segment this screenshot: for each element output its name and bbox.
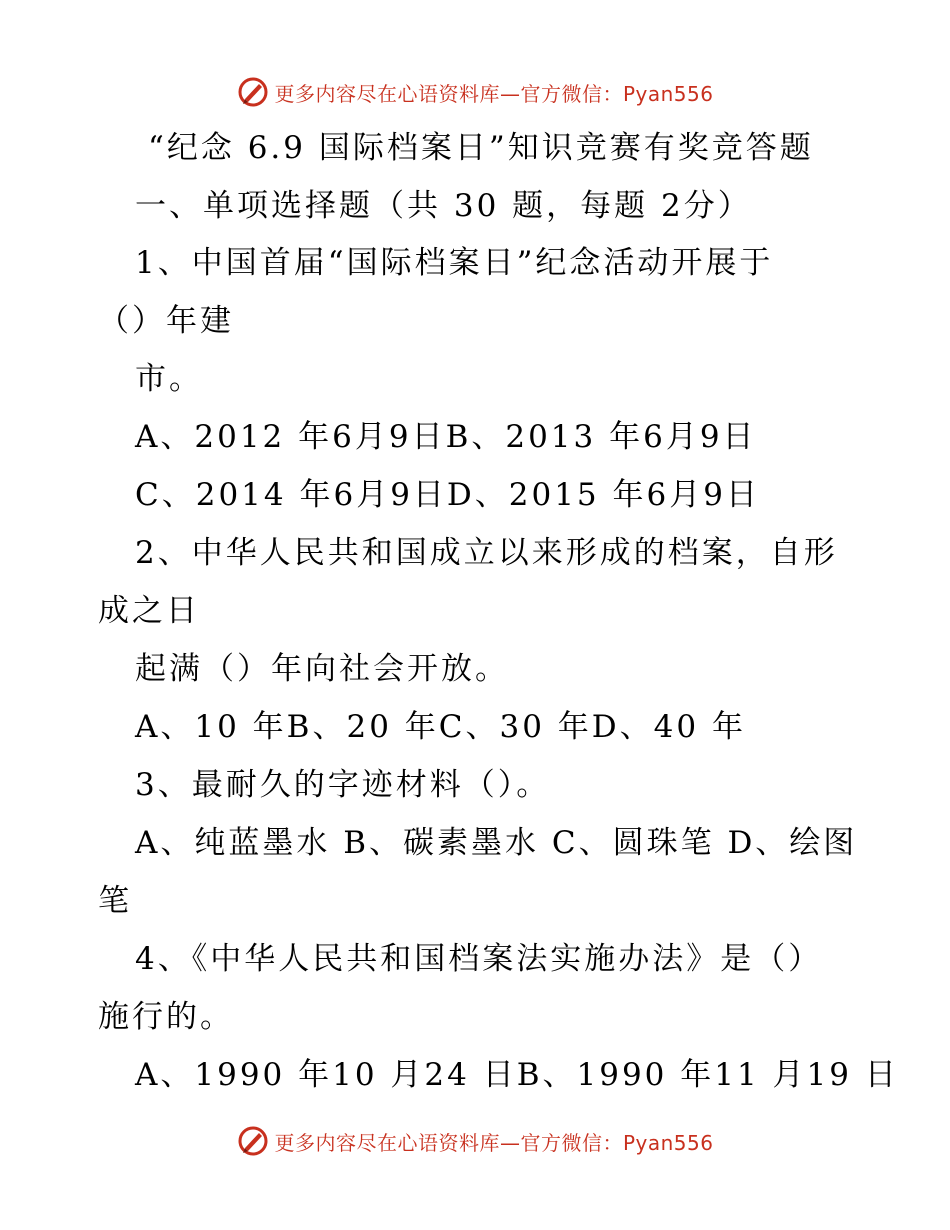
section-heading: 一、单项选择题（共 30 题，每题 2分） <box>135 188 752 224</box>
watermark-banner-bottom <box>0 1121 950 1161</box>
question-2-text-cont: 起满（）年向社会开放。 <box>135 651 509 687</box>
question-4-text-cont: 施行的。 <box>98 999 234 1035</box>
watermark-banner-top <box>0 72 950 112</box>
question-1-options: A、2012 年6月9日B、2013 年6月9日 <box>135 419 757 455</box>
question-2-text-cont: 成之日 <box>98 593 200 629</box>
question-1-text-cont: （）年建 <box>98 303 234 339</box>
question-2-text: 2、中华人民共和国成立以来形成的档案，自形 <box>135 535 838 571</box>
question-3-options-cont: 笔 <box>98 883 132 919</box>
question-1-options: C、2014 年6月9日D、2015 年6月9日 <box>135 477 760 513</box>
question-3-options: A、纯蓝墨水 B、碳素墨水 C、圆珠笔 D、绘图 <box>135 825 858 861</box>
document-title: “纪念 6.9 国际档案日”知识竞赛有奖竞答题 <box>148 130 814 166</box>
question-4-text: 4、《中华人民共和国档案法实施办法》是（） <box>135 941 823 977</box>
question-2-options: A、10 年B、20 年C、30 年D、40 年 <box>135 709 746 745</box>
watermark-text: 更多内容尽在心语资料库—官方微信：Pyan556 <box>274 81 714 106</box>
question-1-text: 1、中国首届“国际档案日”纪念活动开展于 <box>135 245 774 281</box>
red-pen-logo-icon <box>236 1124 270 1158</box>
question-3-text: 3、最耐久的字迹材料（）。 <box>135 767 551 803</box>
question-4-options: A、1990 年10 月24 日B、1990 年11 月19 日 <box>135 1057 899 1093</box>
red-pen-logo-icon <box>236 75 270 109</box>
question-1-text-cont: 市。 <box>135 361 203 397</box>
watermark-text: 更多内容尽在心语资料库—官方微信：Pyan556 <box>274 1130 714 1155</box>
